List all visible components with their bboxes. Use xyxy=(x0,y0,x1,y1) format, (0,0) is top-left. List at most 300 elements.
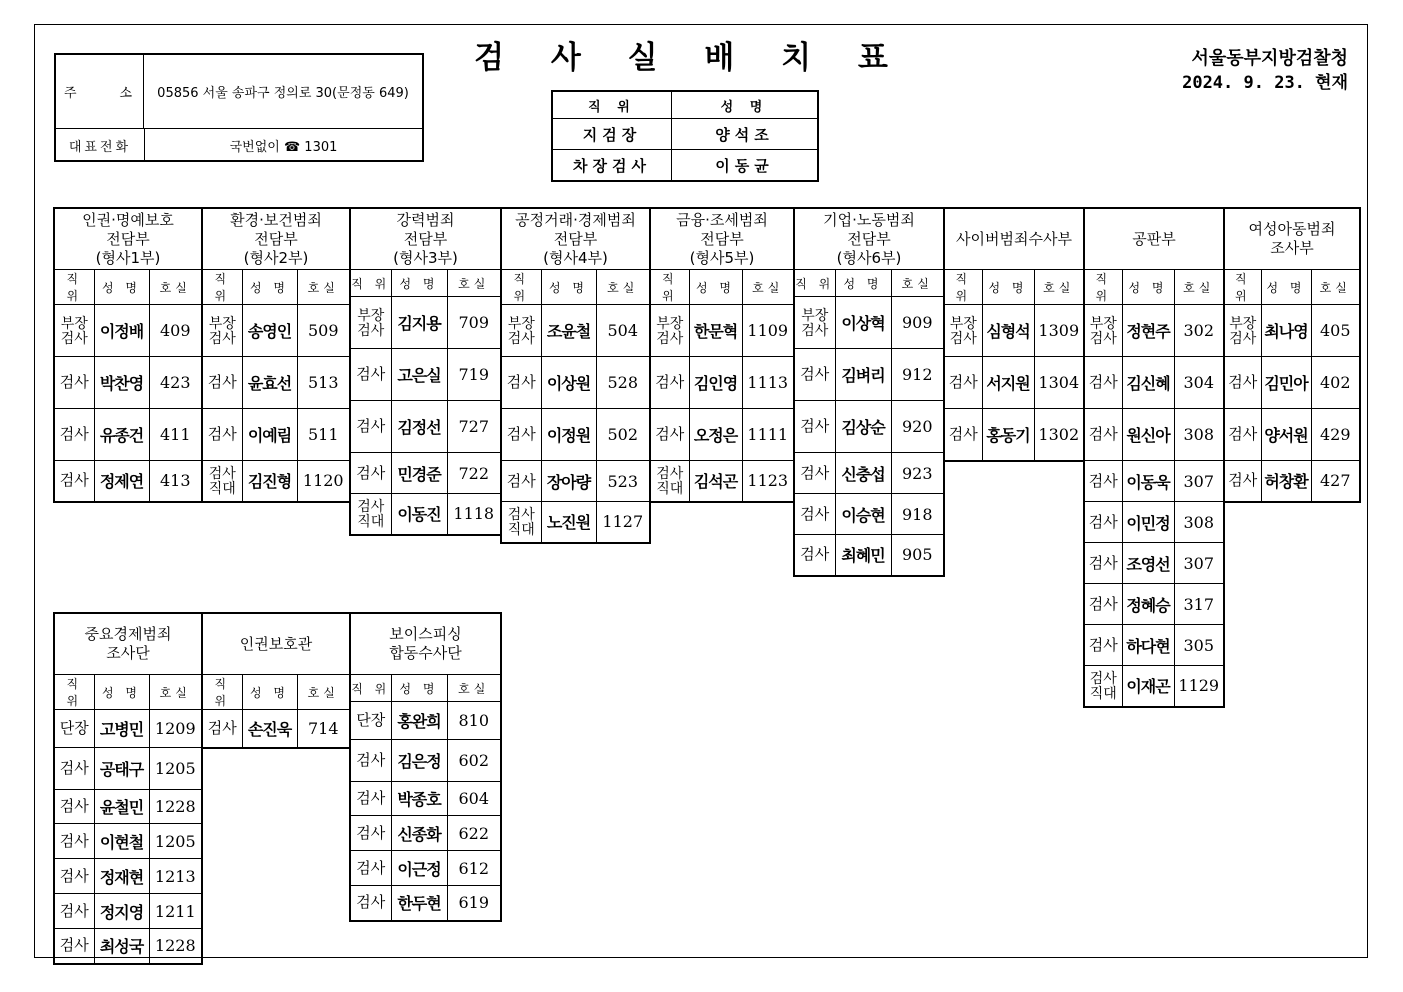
leader-pos: 지검장 xyxy=(552,119,672,150)
column-header-pos: 직 위 xyxy=(944,270,982,305)
department-block xyxy=(793,207,945,577)
position-text: 검사 xyxy=(357,498,385,515)
leader-name: 이동균 xyxy=(672,150,819,182)
position-cell xyxy=(350,851,391,886)
name-cell: 정재현 xyxy=(94,859,149,894)
table-row xyxy=(1084,305,1224,357)
name-cell: 정현주 xyxy=(1122,305,1174,357)
phone-value: 국번없이 ☎ 1301 xyxy=(229,139,338,155)
column-header-pos: 직 위 xyxy=(650,270,689,305)
position-cell xyxy=(1224,409,1261,461)
department-title-line: (형사6부) xyxy=(836,248,902,267)
department-block xyxy=(53,207,203,503)
room-cell: 409 xyxy=(149,305,202,357)
table-row xyxy=(794,494,944,535)
name-cell: 심형석 xyxy=(982,305,1034,357)
name-cell: 이민정 xyxy=(1122,502,1174,543)
name-cell: 서지원 xyxy=(982,357,1034,409)
department-title-line: 인권·명예보호 xyxy=(82,210,174,229)
position-text: 검사 xyxy=(1088,471,1118,490)
address-row xyxy=(56,55,422,129)
name-cell: 김석곤 xyxy=(689,461,742,502)
room-cell: 413 xyxy=(149,461,202,502)
room-cell: 612 xyxy=(447,851,501,886)
room-cell: 1228 xyxy=(149,790,202,824)
position-cell xyxy=(794,401,835,453)
name-cell: 조영선 xyxy=(1122,543,1174,584)
table-row xyxy=(501,357,650,409)
name-cell: 이상원 xyxy=(541,357,596,409)
department-title xyxy=(54,208,202,270)
table-row xyxy=(794,535,944,576)
column-header-name: 성 명 xyxy=(242,270,297,305)
position-cell xyxy=(501,502,541,543)
position-text: 부장 xyxy=(949,315,977,332)
column-header-name: 성 명 xyxy=(982,270,1034,305)
name-cell: 민경준 xyxy=(391,453,447,494)
name-cell: 이재곤 xyxy=(1122,666,1174,707)
phone-row xyxy=(56,128,422,162)
department-title-line: 전담부 xyxy=(847,229,891,248)
name-cell: 김은정 xyxy=(391,740,447,782)
department-block xyxy=(349,207,502,536)
position-text: 검사 xyxy=(1089,670,1117,687)
position-cell xyxy=(54,894,94,929)
name-cell: 김인영 xyxy=(689,357,742,409)
position-cell xyxy=(1084,502,1122,543)
room-cell: 1109 xyxy=(742,305,794,357)
position-cell xyxy=(1084,357,1122,409)
position-cell xyxy=(202,305,242,357)
position-text: 직대 xyxy=(1089,685,1117,702)
name-cell: 허창환 xyxy=(1261,461,1311,502)
position-cell xyxy=(54,790,94,824)
leaders-header-pos: 직 위 xyxy=(552,91,672,119)
name-cell: 신충섭 xyxy=(835,453,891,494)
position-cell xyxy=(794,453,835,494)
room-cell: 528 xyxy=(596,357,650,409)
department-title xyxy=(202,208,350,270)
position-cell xyxy=(350,453,391,494)
department-title xyxy=(54,613,202,675)
table-row xyxy=(1224,409,1360,461)
table-row xyxy=(1084,409,1224,461)
column-header-name: 성 명 xyxy=(1122,270,1174,305)
room-cell: 912 xyxy=(891,349,944,401)
column-header-room: 호실 xyxy=(1311,270,1360,305)
position-text: 검사 xyxy=(507,330,535,347)
column-header-name: 성 명 xyxy=(94,675,149,710)
phone-label: 대표전화 xyxy=(56,128,145,162)
column-header-name: 성 명 xyxy=(391,270,447,297)
position-text: 검사 xyxy=(800,545,830,564)
table-row xyxy=(54,305,202,357)
name-cell: 최나영 xyxy=(1261,305,1311,357)
table-row xyxy=(54,748,202,790)
name-cell: 김민아 xyxy=(1261,357,1311,409)
name-cell: 노진원 xyxy=(541,502,596,543)
position-text: 검사 xyxy=(356,463,386,482)
position-cell xyxy=(1224,305,1261,357)
name-cell: 이예림 xyxy=(242,409,297,461)
room-cell: 308 xyxy=(1174,409,1224,461)
name-cell: 송영인 xyxy=(242,305,297,357)
leader-pos: 차장검사 xyxy=(552,150,672,182)
room-cell: 511 xyxy=(297,409,350,461)
position-text: 검사 xyxy=(1088,553,1118,572)
column-header-room: 호실 xyxy=(447,675,501,702)
table-row xyxy=(794,297,944,349)
table-row xyxy=(202,409,350,461)
position-text: 검사 xyxy=(656,330,684,347)
name-cell: 공태구 xyxy=(94,748,149,790)
position-cell xyxy=(1084,461,1122,502)
position-text: 검사 xyxy=(59,425,89,443)
department-title xyxy=(501,208,650,270)
name-cell: 오정은 xyxy=(689,409,742,461)
department-title-line: 환경·보건범죄 xyxy=(230,210,322,229)
column-header-room: 호실 xyxy=(1034,270,1084,305)
position-cell xyxy=(350,816,391,851)
page-title: 검 사 실 배 치 표 xyxy=(474,40,906,76)
position-cell xyxy=(794,297,835,349)
table-row xyxy=(54,790,202,824)
table-row xyxy=(1084,461,1224,502)
room-cell: 427 xyxy=(1311,461,1360,502)
position-text: 부장 xyxy=(60,315,88,332)
position-cell xyxy=(650,305,689,357)
name-cell: 이동욱 xyxy=(1122,461,1174,502)
department-title-line: (형사1부) xyxy=(95,248,161,267)
position-text: 검사 xyxy=(356,751,386,769)
position-text: 검사 xyxy=(59,797,89,815)
room-cell: 1228 xyxy=(149,929,202,964)
table-row xyxy=(202,305,350,357)
position-text: 검사 xyxy=(800,504,830,523)
table-row xyxy=(650,461,794,502)
room-cell: 722 xyxy=(447,453,501,494)
position-text: 검사 xyxy=(1228,471,1258,490)
table-row xyxy=(501,409,650,461)
room-cell: 302 xyxy=(1174,305,1224,357)
column-header-room: 호실 xyxy=(742,270,794,305)
position-text: 검사 xyxy=(506,373,536,391)
table-row xyxy=(54,409,202,461)
position-text: 검사 xyxy=(948,373,978,391)
name-cell: 신종화 xyxy=(391,816,447,851)
address-box xyxy=(54,53,424,162)
table-row xyxy=(1084,625,1224,666)
position-cell xyxy=(1084,305,1122,357)
position-cell xyxy=(54,824,94,859)
department-title xyxy=(350,613,501,675)
column-header-room: 호실 xyxy=(891,270,944,297)
position-text: 부장 xyxy=(208,315,236,332)
position-cell xyxy=(1224,461,1261,502)
department-title-line: 전담부 xyxy=(700,229,744,248)
position-text: 검사 xyxy=(1088,373,1118,391)
leaders-header-name: 성 명 xyxy=(672,91,819,119)
department-block xyxy=(201,612,351,749)
position-cell xyxy=(54,357,94,409)
position-cell xyxy=(501,409,541,461)
room-cell: 305 xyxy=(1174,625,1224,666)
position-text: 검사 xyxy=(60,330,88,347)
room-cell: 1205 xyxy=(149,824,202,859)
room-cell: 523 xyxy=(596,461,650,502)
position-text: 검사 xyxy=(59,901,89,920)
column-header-pos: 직 위 xyxy=(202,270,242,305)
name-cell: 김벼리 xyxy=(835,349,891,401)
position-text: 검사 xyxy=(506,425,536,443)
department-title-line: 보이스피싱 xyxy=(389,625,462,643)
position-text: 검사 xyxy=(208,465,236,482)
position-text: 검사 xyxy=(356,789,386,807)
position-text: 검사 xyxy=(357,322,385,339)
department-title-line: 강력범죄 xyxy=(396,210,455,229)
position-text: 검사 xyxy=(949,330,977,347)
position-text: 검사 xyxy=(800,417,830,435)
leader-name: 양석조 xyxy=(672,119,819,150)
table-row xyxy=(54,894,202,929)
position-text: 부장 xyxy=(1089,315,1117,332)
table-row xyxy=(350,851,501,886)
table-row xyxy=(202,461,350,502)
name-cell: 윤효선 xyxy=(242,357,297,409)
room-cell: 727 xyxy=(447,401,501,453)
table-row xyxy=(501,502,650,543)
department-block xyxy=(349,612,502,922)
position-text: 검사 xyxy=(655,425,685,443)
department-title-line: 중요경제범죄 xyxy=(84,625,172,643)
column-header-room: 호실 xyxy=(596,270,650,305)
position-cell xyxy=(794,494,835,535)
position-text: 직대 xyxy=(507,521,535,538)
position-text: 검사 xyxy=(1089,330,1117,347)
room-cell: 1127 xyxy=(596,502,650,543)
position-cell xyxy=(202,710,242,748)
department-title-line: 전담부 xyxy=(254,229,298,248)
table-row xyxy=(350,740,501,782)
name-cell: 이근정 xyxy=(391,851,447,886)
name-cell: 한두현 xyxy=(391,886,447,921)
name-cell: 김신혜 xyxy=(1122,357,1174,409)
position-cell xyxy=(794,535,835,576)
position-text: 부장 xyxy=(1229,315,1257,332)
department-block xyxy=(201,207,351,503)
room-cell: 1205 xyxy=(149,748,202,790)
room-cell: 923 xyxy=(891,453,944,494)
position-text: 검사 xyxy=(59,866,89,885)
position-text: 검사 xyxy=(1229,330,1257,347)
position-text: 부장 xyxy=(357,307,385,324)
column-header-room: 호실 xyxy=(297,675,350,710)
position-text: 검사 xyxy=(59,936,89,955)
address-label xyxy=(56,55,144,128)
position-text: 직대 xyxy=(656,480,684,497)
table-row xyxy=(501,461,650,502)
position-cell xyxy=(1224,357,1261,409)
position-cell xyxy=(202,409,242,461)
position-text: 검사 xyxy=(1088,594,1118,613)
room-cell: 1302 xyxy=(1034,409,1084,461)
name-cell: 고은실 xyxy=(391,349,447,401)
position-text: 검사 xyxy=(1088,512,1118,531)
table-row xyxy=(1084,502,1224,543)
position-text: 검사 xyxy=(655,373,685,391)
department-title xyxy=(350,208,501,270)
department-title-line: (형사3부) xyxy=(393,248,458,267)
table-row xyxy=(202,710,350,748)
table-row xyxy=(944,357,1084,409)
column-header-pos: 직 위 xyxy=(501,270,541,305)
position-text: 검사 xyxy=(1088,425,1118,443)
department-block xyxy=(943,207,1085,462)
name-cell: 최혜민 xyxy=(835,535,891,576)
department-block xyxy=(500,207,651,544)
position-text: 검사 xyxy=(59,831,89,850)
department-title-line: 전담부 xyxy=(403,229,448,248)
address-value: 05856 서울 송파구 정의로 30(문정동 649) xyxy=(157,86,409,101)
name-cell: 박종호 xyxy=(391,782,447,816)
room-cell: 1213 xyxy=(149,859,202,894)
name-cell: 손진욱 xyxy=(242,710,297,748)
position-cell xyxy=(54,409,94,461)
table-row xyxy=(650,409,794,461)
column-header-name: 성 명 xyxy=(1261,270,1311,305)
table-row xyxy=(1224,305,1360,357)
position-cell xyxy=(1084,584,1122,625)
column-header-name: 성 명 xyxy=(835,270,891,297)
department-title xyxy=(944,208,1084,270)
table-row xyxy=(794,453,944,494)
room-cell: 810 xyxy=(447,702,501,740)
position-cell xyxy=(350,297,391,349)
room-cell: 429 xyxy=(1311,409,1360,461)
table-row xyxy=(794,401,944,453)
table-row xyxy=(1224,357,1360,409)
position-text: 단장 xyxy=(59,719,89,737)
column-header-pos: 직 위 xyxy=(1224,270,1261,305)
department-title-line: 기업·노동범죄 xyxy=(823,210,915,229)
table-row xyxy=(350,816,501,851)
position-text: 검사 xyxy=(356,417,386,435)
position-cell xyxy=(944,305,982,357)
department-title-line: 조사단 xyxy=(106,644,150,662)
position-cell xyxy=(54,710,94,748)
name-cell: 원신아 xyxy=(1122,409,1174,461)
column-header-room: 호실 xyxy=(297,270,350,305)
position-cell xyxy=(1084,409,1122,461)
name-cell: 김정선 xyxy=(391,401,447,453)
position-text: 직대 xyxy=(208,480,236,497)
table-row xyxy=(1224,461,1360,502)
table-row xyxy=(54,461,202,502)
name-cell: 조윤철 xyxy=(541,305,596,357)
position-cell xyxy=(501,357,541,409)
room-cell: 709 xyxy=(447,297,501,349)
room-cell: 619 xyxy=(447,886,501,921)
name-cell: 이현철 xyxy=(94,824,149,859)
column-header-pos: 직 위 xyxy=(202,675,242,710)
position-cell xyxy=(54,859,94,894)
table-row xyxy=(350,297,501,349)
room-cell: 504 xyxy=(596,305,650,357)
table-row xyxy=(1084,357,1224,409)
position-text: 검사 xyxy=(59,471,89,490)
name-cell: 김진형 xyxy=(242,461,297,502)
position-text: 검사 xyxy=(506,471,536,490)
position-cell xyxy=(794,349,835,401)
name-cell: 김지용 xyxy=(391,297,447,349)
position-text: 검사 xyxy=(207,425,237,443)
position-cell xyxy=(650,409,689,461)
room-cell: 714 xyxy=(297,710,350,748)
room-cell: 317 xyxy=(1174,584,1224,625)
name-cell: 이상혁 xyxy=(835,297,891,349)
department-block xyxy=(1223,207,1361,503)
table-row xyxy=(350,401,501,453)
name-cell: 최성국 xyxy=(94,929,149,964)
position-cell xyxy=(650,461,689,502)
position-cell xyxy=(54,929,94,964)
name-cell: 유종건 xyxy=(94,409,149,461)
department-title xyxy=(794,208,944,270)
position-cell xyxy=(501,305,541,357)
position-cell xyxy=(501,461,541,502)
room-cell: 1209 xyxy=(149,710,202,748)
column-header-pos: 직 위 xyxy=(350,270,391,297)
position-cell xyxy=(350,349,391,401)
department-block xyxy=(1083,207,1225,708)
department-title xyxy=(650,208,794,270)
department-title-line: 전담부 xyxy=(106,229,150,248)
position-text: 검사 xyxy=(948,424,978,443)
table-row xyxy=(350,453,501,494)
column-header-room: 호실 xyxy=(149,675,202,710)
name-cell: 이승현 xyxy=(835,494,891,535)
department-title-line: (형사5부) xyxy=(689,248,755,267)
department-title-line: 사이버범죄수사부 xyxy=(956,229,1072,248)
position-text: 검사 xyxy=(207,373,237,391)
column-header-pos: 직 위 xyxy=(1084,270,1122,305)
position-text: 검사 xyxy=(507,506,535,523)
position-cell xyxy=(350,782,391,816)
position-text: 검사 xyxy=(356,365,386,383)
room-cell: 1123 xyxy=(742,461,794,502)
table-row xyxy=(650,357,794,409)
position-cell xyxy=(1084,543,1122,584)
room-cell: 307 xyxy=(1174,461,1224,502)
name-cell: 홍동기 xyxy=(982,409,1034,461)
room-cell: 909 xyxy=(891,297,944,349)
department-title-line: 전담부 xyxy=(553,229,598,248)
name-cell: 이정배 xyxy=(94,305,149,357)
table-row xyxy=(54,357,202,409)
name-cell: 이정원 xyxy=(541,409,596,461)
position-cell xyxy=(1084,666,1122,707)
name-cell: 홍완희 xyxy=(391,702,447,740)
department-title-line: 금융·조세범죄 xyxy=(676,210,768,229)
table-row xyxy=(350,702,501,740)
position-cell xyxy=(1084,625,1122,666)
position-cell xyxy=(650,357,689,409)
as-of-date: 2024. 9. 23. 현재 xyxy=(1182,73,1348,93)
name-cell: 이동진 xyxy=(391,494,447,535)
address-label-1: 주 xyxy=(64,86,80,101)
table-row xyxy=(944,305,1084,357)
table-row xyxy=(54,859,202,894)
